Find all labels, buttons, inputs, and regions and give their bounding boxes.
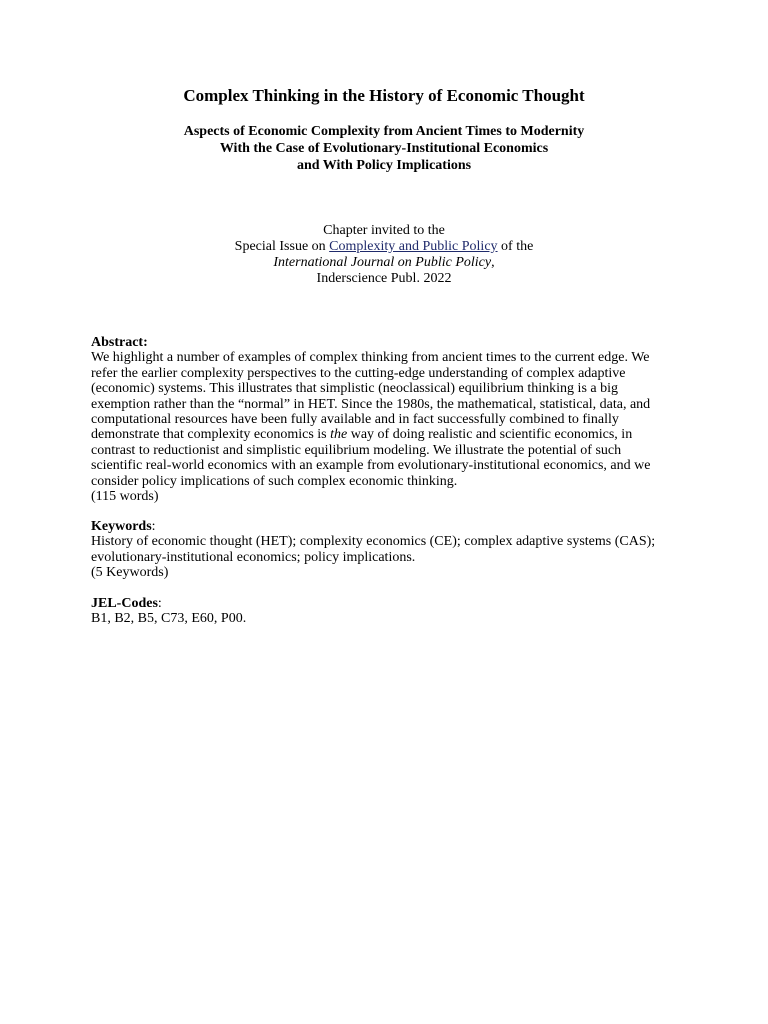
subtitle-line: and With Policy Implications [296,158,472,173]
journal-suffix: , [491,255,495,270]
jel-section [91,596,691,627]
paper-title: Complex Thinking in the History of Economic Thought [183,86,585,105]
keywords-count: (5 Keywords) [91,565,169,581]
abstract-line: consider policy implications of such complex economic thinking. [91,473,458,489]
keywords-section [91,519,691,581]
jel-heading-colon: : [157,596,162,611]
abstract-line: computational resources have been fully available and in fact successfully combined to finally [91,412,619,428]
abstract-line: contrast to reductionist and simplistic equilibrium modeling. We illustrate the potential of such [91,442,622,458]
abstract-line: (economic) systems. This illustrates that simplistic (neoclassical) equilibrium thinking is a big [91,381,618,397]
subtitle-line: Aspects of Economic Complexity from Ancient Times to Modernity [183,124,585,139]
abstract-line: We highlight a number of examples of complex thinking from ancient times to the current edge. We [91,350,650,366]
publication-note-line [0,239,768,255]
keywords-line: evolutionary-institutional economics; policy implications. [91,549,416,565]
special-issue-prefix: Special Issue on [234,239,330,254]
jel-heading-line [91,596,691,611]
jel-heading: JEL-Codes [91,596,158,611]
keywords-heading-line [91,519,691,534]
special-issue-suffix: of the [497,239,534,254]
paper-subtitle [0,123,768,174]
abstract-text: way of doing realistic and scientific economics, in [347,427,633,443]
publication-note-line: Chapter invited to the [323,223,445,238]
abstract-line: refer the earlier complexity perspectives to the cutting-edge understanding of complex adaptive [91,365,626,381]
keywords-heading: Keywords [91,519,152,534]
abstract-line: exemption rather than the “normal” in HET. Since the 1980s, the mathematical, statistical, data, and [91,396,651,412]
special-issue-link[interactable]: Complexity and Public Policy [329,239,498,254]
abstract-heading: Abstract: [91,335,148,350]
keywords-heading-colon: : [151,519,156,534]
abstract-word-count: (115 words) [91,489,159,505]
subtitle-line: With the Case of Evolutionary-Institutional Economics [219,141,549,156]
publication-note [0,223,768,287]
jel-codes: B1, B2, B5, C73, E60, P00. [91,611,247,627]
abstract-line: scientific real-world economics with an example from evolutionary-institutional economics, and we [91,458,651,474]
keywords-line: History of economic thought (HET); complexity economics (CE); complex adaptive systems (CAS); [91,534,656,550]
abstract-emphasis: the [330,427,348,443]
journal-name: International Journal on Public Policy [273,255,492,270]
publisher-line: Inderscience Publ. 2022 [316,271,452,286]
publication-note-line [0,255,768,271]
abstract-text: demonstrate that complexity economics is [91,427,331,443]
abstract-section [91,335,691,504]
abstract-line [91,427,691,442]
